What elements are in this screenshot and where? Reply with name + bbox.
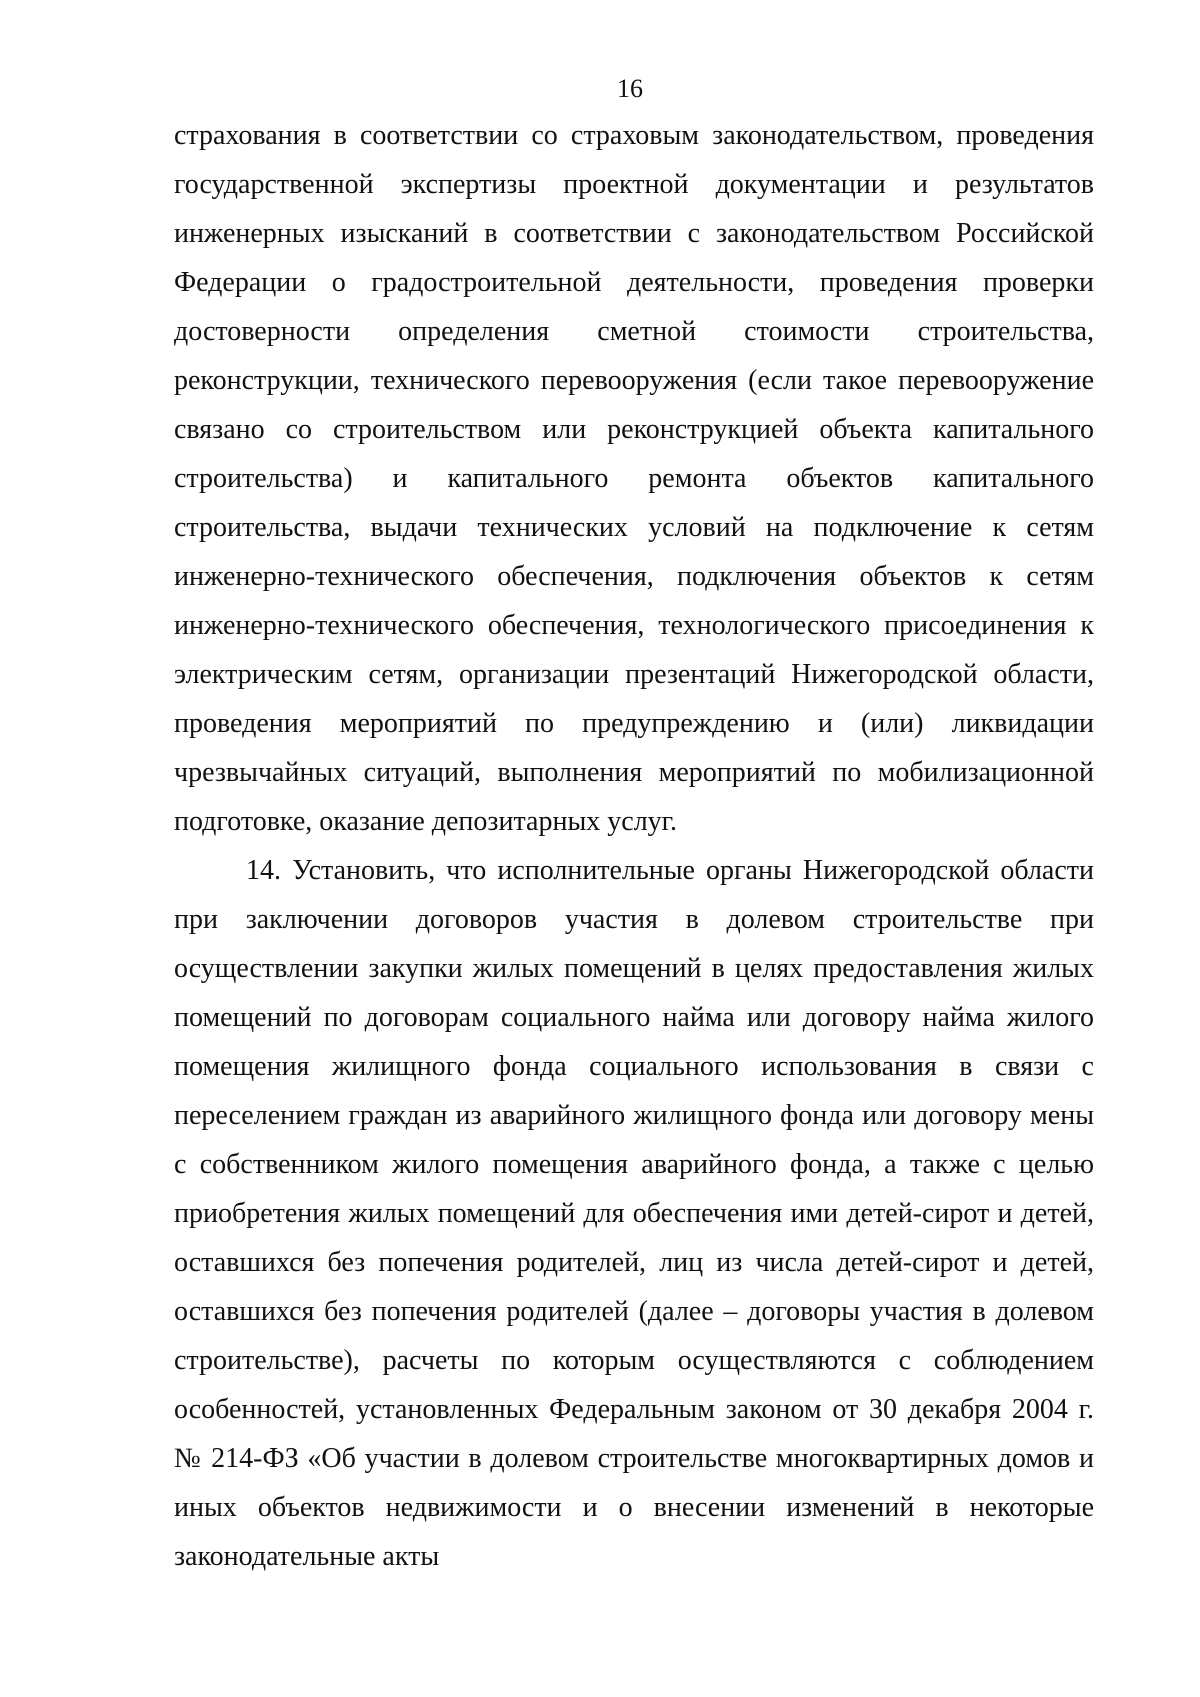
document-body bbox=[174, 111, 1094, 1581]
page-number: 16 bbox=[617, 74, 643, 103]
paragraph-continuation: страхования в соответствии со страховым законодательством, проведения государственной экспертизы проектной документации и результатов инженерных изысканий в соответствии с законодательством Российской Федерации о градостроительной деятельности, проведения проверки достоверности определения сметной стоимости строительства, реконструкции, технического перевооружения (если такое перевооружение связано со строительством или реконструкцией объекта капитального строительства) и капитального ремонта объектов капитального строительства, выдачи технических условий на подключение к сетям инженерно-технического обеспечения, подключения объектов к сетям инженерно-технического обеспечения, технологического присоединения к электрическим сетям, организации презентаций Нижегородской области, проведения мероприятий по предупреждению и (или) ликвидации чрезвычайных ситуаций, выполнения мероприятий по мобилизационной подготовке, оказание депозитарных услуг. bbox=[174, 120, 1094, 837]
paragraph-clause-14: 14. Установить, что исполнительные органы Нижегородской области при заключении договоров участия в долевом строительстве при осуществлении закупки жилых помещений в целях предоставления жилых помещений по договорам социального найма или договору найма жилого помещения жилищного фонда социального использования в связи с переселением граждан из аварийного жилищного фонда или договору мены с собственником жилого помещения аварийного фонда, а также с целью приобретения жилых помещений для обеспечения ими детей-сирот и детей, оставшихся без попечения родителей, лиц из числа детей-сирот и детей, оставшихся без попечения родителей (далее – договоры участия в долевом строительстве), расчеты по которым осуществляются с соблюдением особенностей, установленных Федеральным законом от 30 декабря 2004 г. № 214-ФЗ «Об участии в долевом строительстве многоквартирных домов и иных объектов недвижимости и о внесении изменений в некоторые законодательные акты bbox=[174, 855, 1094, 1572]
